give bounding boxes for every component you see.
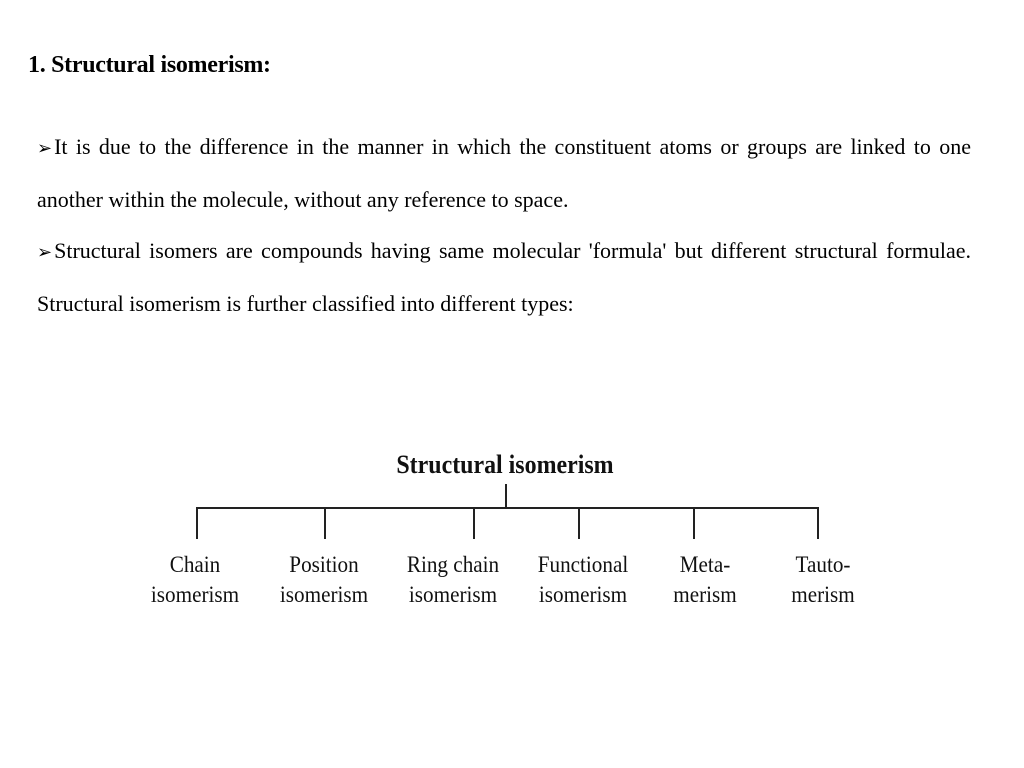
type-node-chain: [135, 550, 255, 610]
classification-diagram: [120, 440, 900, 640]
paragraph-text: It is due to the difference in the manner in which the constituent atoms or groups are linked to one another within the molecule, without any reference to space.: [37, 134, 971, 212]
node-line2: merism: [791, 582, 855, 607]
node-line2: merism: [673, 582, 737, 607]
type-node-functional: [523, 550, 643, 610]
type-node-ring-chain: [393, 550, 513, 610]
paragraph-1: [37, 121, 971, 225]
node-line1: Chain: [169, 552, 221, 577]
branch-drop: [693, 507, 695, 539]
node-line1: Meta-: [679, 552, 731, 577]
node-line1: Position: [289, 552, 359, 577]
branch-drop: [196, 507, 198, 539]
node-line2: isomerism: [279, 582, 369, 607]
type-node-metamerism: [645, 550, 765, 610]
node-line2: isomerism: [538, 582, 628, 607]
node-line1: Ring chain: [406, 552, 500, 577]
body-text: [37, 121, 971, 329]
node-line2: isomerism: [408, 582, 498, 607]
type-node-tautomerism: [763, 550, 883, 610]
branch-drop: [578, 507, 580, 539]
node-line2: isomerism: [150, 582, 240, 607]
branch-drop: [324, 507, 326, 539]
type-node-position: [264, 550, 384, 610]
stem-line: [505, 484, 507, 508]
paragraph-2: [37, 225, 971, 329]
paragraph-text: Structural isomers are compounds having same molecular 'formula' but different structural formulae. Structural isomerism is further classified into different types:: [37, 238, 971, 316]
branch-bar: [196, 507, 818, 509]
branch-drop: [817, 507, 819, 539]
section-heading: 1. Structural isomerism:: [28, 52, 271, 78]
node-line1: Tauto-: [795, 552, 851, 577]
arrow-bullet-icon: ➢: [37, 242, 53, 262]
branch-drop: [473, 507, 475, 539]
node-line1: Functional: [537, 552, 629, 577]
arrow-bullet-icon: ➢: [37, 138, 53, 158]
diagram-title-text: Structural isomerism: [396, 450, 614, 479]
